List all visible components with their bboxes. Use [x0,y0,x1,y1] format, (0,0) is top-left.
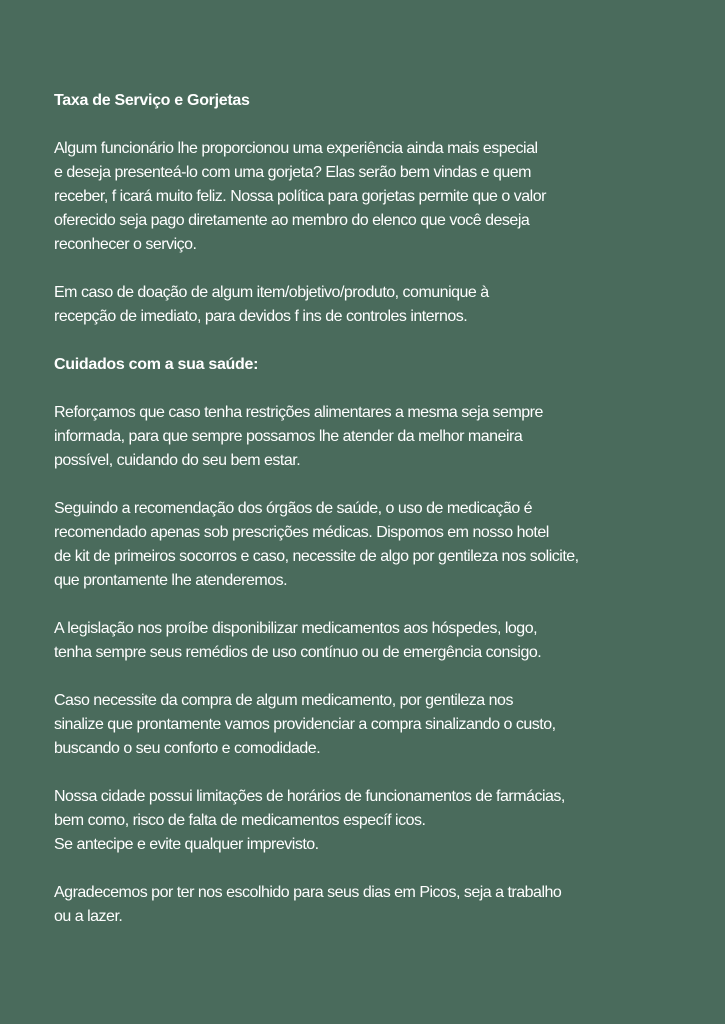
text-line: recepção de imediato, para devidos f ins de controles internos. [54,308,468,325]
text-line: de kit de primeiros socorros e caso, necessite de algo por gentileza nos solicite, [54,548,579,565]
paragraph-pharmacy [54,785,674,857]
section-title-health: Cuidados com a sua saúde: [54,356,259,373]
text-line: possível, cuidando do seu bem estar. [54,452,301,469]
text-line: sinalize que prontamente vamos providenciar a compra sinalizando o custo, [54,716,556,733]
text-line: que prontamente lhe atenderemos. [54,572,288,589]
paragraph-tips [54,137,674,257]
text-line: e deseja presenteá-lo com uma gorjeta? Elas serão bem vindas e quem [54,164,532,181]
paragraph-purchase [54,689,674,761]
text-line: Agradecemos por ter nos escolhido para seus dias em Picos, seja a trabalho [54,884,562,901]
document-page [54,89,674,953]
text-line: tenha sempre seus remédios de uso contínuo ou de emergência consigo. [54,644,542,661]
text-line: Algum funcionário lhe proporcionou uma experiência ainda mais especial [54,140,538,157]
text-line: oferecido seja pago diretamente ao membro do elenco que você deseja [54,212,530,229]
text-line: Caso necessite da compra de algum medicamento, por gentileza nos [54,692,513,709]
text-line: buscando o seu conforto e comodidade. [54,740,321,757]
text-line: bem como, risco de falta de medicamentos específ icos. [54,812,426,829]
paragraph-dietary [54,401,674,473]
text-line: ou a lazer. [54,908,123,925]
text-line: informada, para que sempre possamos lhe atender da melhor maneira [54,428,523,445]
text-line: Em caso de doação de algum item/objetivo/produto, comunique à [54,284,489,301]
paragraph-thanks [54,881,674,929]
text-line: Se antecipe e evite qualquer imprevisto. [54,836,319,853]
paragraph-donation [54,281,674,329]
section-title-service-fee: Taxa de Serviço e Gorjetas [54,92,250,109]
text-line: recomendado apenas sob prescrições médicas. Dispomos em nosso hotel [54,524,549,541]
paragraph-legislation [54,617,674,665]
text-line: receber, f icará muito feliz. Nossa política para gorjetas permite que o valor [54,188,546,205]
text-line: Nossa cidade possui limitações de horários de funcionamentos de farmácias, [54,788,565,805]
text-line: reconhecer o serviço. [54,236,197,253]
paragraph-medication [54,497,674,593]
text-line: Seguindo a recomendação dos órgãos de saúde, o uso de medicação é [54,500,533,517]
text-line: A legislação nos proíbe disponibilizar medicamentos aos hóspedes, logo, [54,620,538,637]
text-line: Reforçamos que caso tenha restrições alimentares a mesma seja sempre [54,404,543,421]
